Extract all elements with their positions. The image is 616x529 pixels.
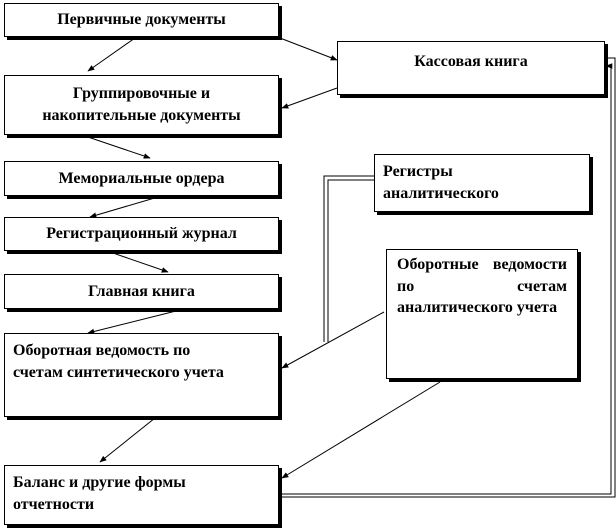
arrow-grouping-to-memorial (85, 136, 150, 158)
node-label: Оборотные ведомости по счетам аналитического учета (397, 256, 567, 317)
node-label: Регистры аналитического (383, 163, 499, 202)
node-label: Баланс и другие формы отчетности (13, 474, 186, 513)
node-label: Первичные документы (57, 11, 226, 29)
arrow-memorial-to-journal (90, 197, 158, 217)
node-analytical-registers (374, 154, 590, 212)
node-analytical-turnover (386, 249, 578, 379)
node-synthetic-turnover (4, 333, 279, 417)
node-memorial-orders (4, 161, 279, 196)
registers-connector (324, 176, 374, 342)
node-grouping-documents (4, 75, 279, 135)
node-label: Главная книга (88, 282, 195, 300)
node-label: Кассовая книга (414, 53, 528, 70)
arrow-analytical-to-balance (282, 382, 440, 478)
node-cash-book (337, 41, 605, 95)
arrow-journal-to-ledger (110, 252, 168, 272)
node-label: Мемориальные ордера (58, 169, 225, 187)
node-label: Группировочные и накопительные документы (42, 85, 241, 124)
arrow-analytical-to-synthetic (282, 312, 384, 368)
arrow-primary-to-cashbook (280, 38, 337, 60)
node-label: Оборотная ведомость по счетам синтетического учета (13, 342, 224, 381)
arrow-synthetic-to-balance (100, 418, 155, 462)
arrow-cashbook-to-grouping (282, 88, 337, 108)
node-general-ledger (4, 274, 279, 309)
registers-connector-inner (328, 180, 374, 342)
node-label: Регистрационный журнал (46, 225, 237, 243)
arrow-ledger-to-synthetic (88, 310, 180, 333)
node-registration-journal (4, 217, 279, 251)
node-balance (4, 465, 279, 525)
node-primary-documents (4, 3, 279, 37)
arrow-primary-to-grouping (88, 38, 135, 71)
